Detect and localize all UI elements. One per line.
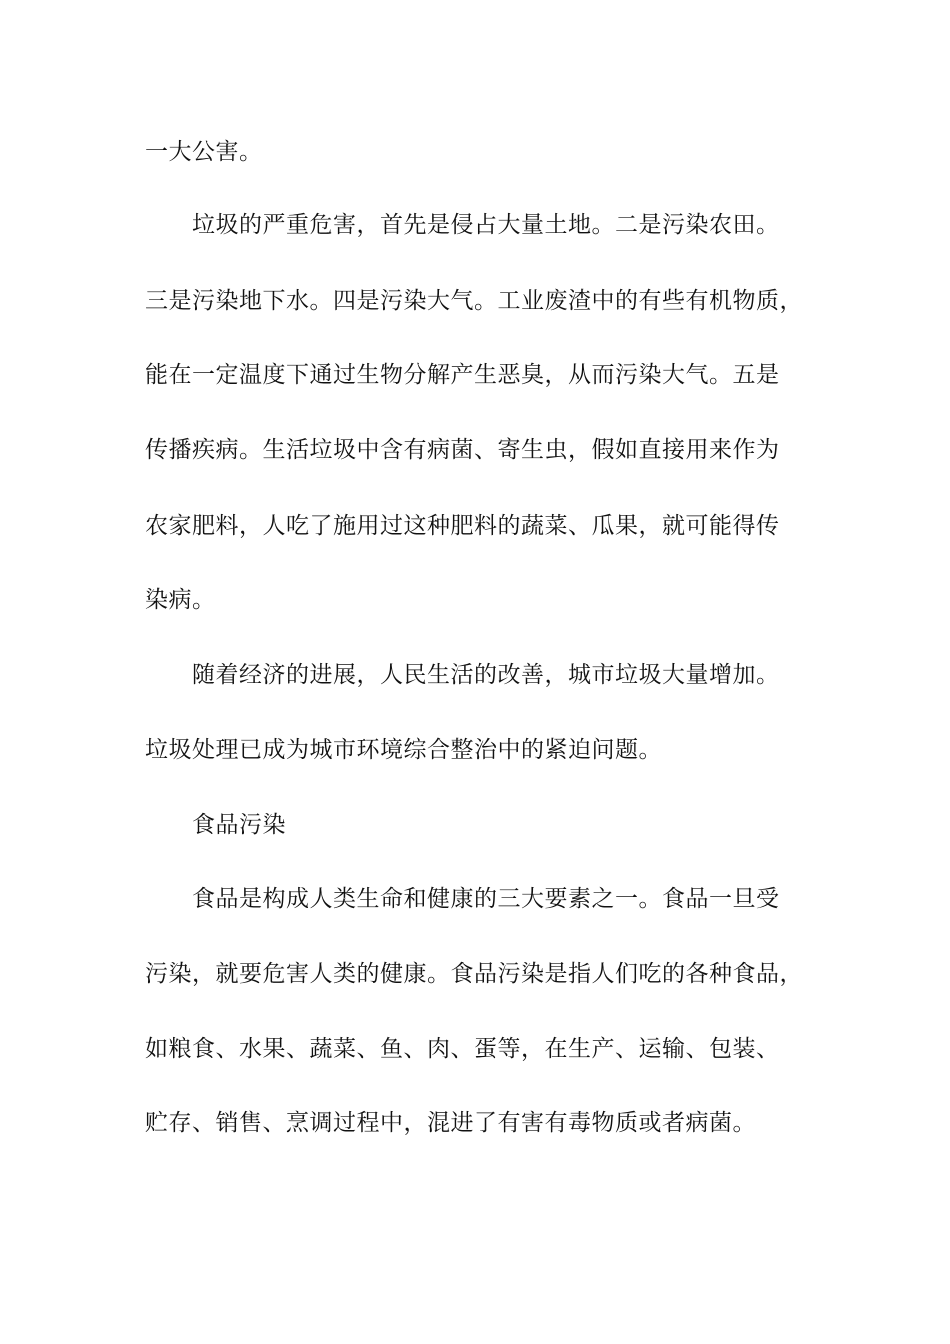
text-line: 如粮食、水果、蔬菜、鱼、肉、蛋等，在生产、运输、包装、 <box>145 1036 780 1062</box>
paragraph-start: 随着经济的进展，人民生活的改善，城市垃圾大量增加。 <box>192 662 780 688</box>
paragraph-start: 垃圾的严重危害，首先是侵占大量土地。二是污染农田。 <box>192 212 780 238</box>
text-line: 三是污染地下水。四是污染大气。工业废渣中的有些有机物质， <box>145 288 803 314</box>
text-line: 染病。 <box>145 587 216 613</box>
paragraph-start: 食品是构成人类生命和健康的三大要素之一。食品一旦受 <box>192 886 780 912</box>
text-line: 一大公害。 <box>145 139 263 165</box>
text-line: 农家肥料，人吃了施用过这种肥料的蔬菜、瓜果，就可能得传 <box>145 513 780 539</box>
text-line: 贮存、销售、烹调过程中，混进了有害有毒物质或者病菌。 <box>145 1110 756 1136</box>
section-heading: 食品污染 <box>192 812 286 838</box>
text-line: 污染，就要危害人类的健康。食品污染是指人们吃的各种食品， <box>145 961 803 987</box>
text-line: 垃圾处理已成为城市环境综合整治中的紧迫问题。 <box>145 737 662 763</box>
text-line: 传播疾病。生活垃圾中含有病菌、寄生虫，假如直接用来作为 <box>145 437 780 463</box>
text-line: 能在一定温度下通过生物分解产生恶臭，从而污染大气。五是 <box>145 362 780 388</box>
